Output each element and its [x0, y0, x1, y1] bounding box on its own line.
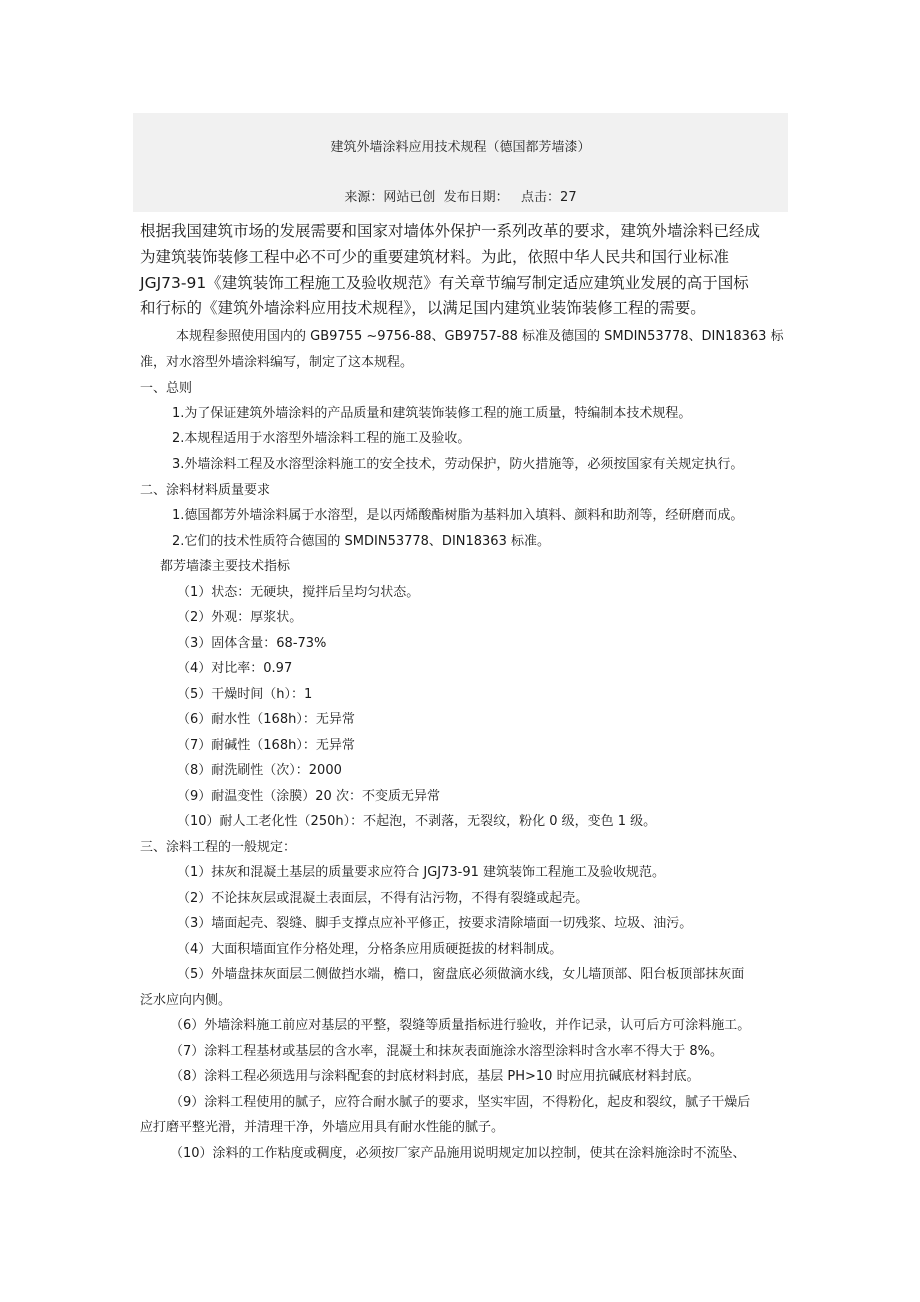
- intro-line: 根据我国建筑市场的发展需要和国家对墙体外保护一系列改革的要求，建筑外墙涂料已经成: [140, 222, 761, 240]
- spec-item: （10）耐人工老化性（250h）：不起泡，不剥落，无裂纹，粉化 0 级，变色 1 级。: [177, 814, 657, 829]
- article-header: [133, 113, 788, 212]
- spec-item: （6）耐水性（168h）：无异常: [177, 712, 355, 727]
- spec-item: （3）固体含量：68-73%: [177, 636, 327, 651]
- spec-item: （8）耐洗刷性（次）：2000: [177, 763, 342, 778]
- spec-item: （4）对比率：0.97: [177, 661, 293, 676]
- section-heading: 一、总则: [140, 381, 193, 396]
- list-item: 2.本规程适用于水溶型外墙涂料工程的施工及验收。: [172, 431, 471, 446]
- paragraph-line: 准，对水溶型外墙涂料编写，制定了这本规程。: [140, 355, 414, 370]
- article-title: 建筑外墙涂料应用技术规程（德国都芳墙漆）: [330, 140, 591, 155]
- spec-item: （9）耐温变性（涂膜）20 次：不变质无异常: [177, 789, 440, 804]
- list-item: 2.它们的技术性质符合德国的 SMDIN53778、DIN18363 标准。: [172, 534, 550, 549]
- rule-line: （10）涂料的工作粘度或稠度，必须按厂家产品施用说明规定加以控制，使其在涂料施涂时不流坠、: [170, 1146, 746, 1161]
- intro-line: 和行标的《建筑外墙涂料应用技术规程》，以满足国内建筑业装饰装修工程的需要。: [140, 299, 706, 317]
- spec-title: 都芳墙漆主要技术指标: [160, 559, 291, 574]
- rule-line: （9）涂料工程使用的腻子，应符合耐水腻子的要求，坚实牢固，不得粉化，起皮和裂纹，腻子干燥后: [170, 1095, 751, 1110]
- rule-line: （8）涂料工程必须选用与涂料配套的封底材料封底，基层 PH>10 时应用抗碱底材料封底。: [170, 1069, 700, 1084]
- rule-line: （1）抹灰和混凝土基层的质量要求应符合 JGJ73-91 建筑装饰工程施工及验收规范。: [177, 865, 666, 880]
- rule-line: （7）涂料工程基材或基层的含水率，混凝土和抹灰表面施涂水溶型涂料时含水率不得大于 8%。: [170, 1044, 724, 1059]
- spec-item: （1）状态：无硬块，搅拌后呈均匀状态。: [177, 585, 420, 600]
- spec-item: （2）外观：厚浆状。: [177, 610, 303, 625]
- list-item: 1.德国都芳外墙涂料属于水溶型，是以丙烯酸酯树脂为基料加入填料、颜料和助剂等，经研磨而成。: [172, 508, 744, 523]
- rule-line: （4）大面积墙面宜作分格处理，分格条应用质硬挺拔的材料制成。: [177, 942, 563, 957]
- paragraph-line: 本规程参照使用国内的 GB9755 ~9756-88、GB9757-88 标准及德国的 SMDIN53778、DIN18363 标: [176, 329, 784, 344]
- rule-line: 泛水应向内侧。: [140, 993, 232, 1008]
- spec-item: （7）耐碱性（168h）：无异常: [177, 738, 355, 753]
- rule-line: （3）墙面起壳、裂缝、脚手支撑点应补平修正，按要求清除墙面一切残浆、垃圾、油污。: [177, 916, 693, 931]
- list-item: 3.外墙涂料工程及水溶型涂料施工的安全技术，劳动保护，防火措施等，必须按国家有关规定执行。: [172, 457, 744, 472]
- intro-line: JGJ73-91《建筑装饰工程施工及验收规范》有关章节编写制定适应建筑业发展的高于国标: [140, 274, 749, 292]
- section-heading: 三、涂料工程的一般规定：: [140, 840, 297, 855]
- rule-line: （2）不论抹灰层或混凝土表面层，不得有沾污物，不得有裂缝或起壳。: [177, 891, 589, 906]
- list-item: 1.为了保证建筑外墙涂料的产品质量和建筑装饰装修工程的施工质量，特编制本技术规程。: [172, 406, 692, 421]
- section-heading: 二、涂料材料质量要求: [140, 483, 271, 498]
- rule-line: （5）外墙盘抹灰面层二侧做挡水端，檐口，窗盘底必须做滴水线，女儿墙顶部、阳台板顶部抹灰面: [177, 967, 745, 982]
- rule-line: （6）外墙涂料施工前应对基层的平整，裂缝等质量指标进行验收，并作记录，认可后方可涂料施工。: [170, 1018, 751, 1033]
- rule-line: 应打磨平整光滑，并清理干净，外墙应用具有耐水性能的腻子。: [140, 1120, 505, 1135]
- spec-item: （5）干燥时间（h）：1: [177, 687, 313, 702]
- article-meta: 来源：网站已创 发布日期： 点击：27: [344, 190, 577, 205]
- intro-line: 为建筑装饰装修工程中必不可少的重要建筑材料。为此，依照中华人民共和国行业标准: [140, 248, 730, 266]
